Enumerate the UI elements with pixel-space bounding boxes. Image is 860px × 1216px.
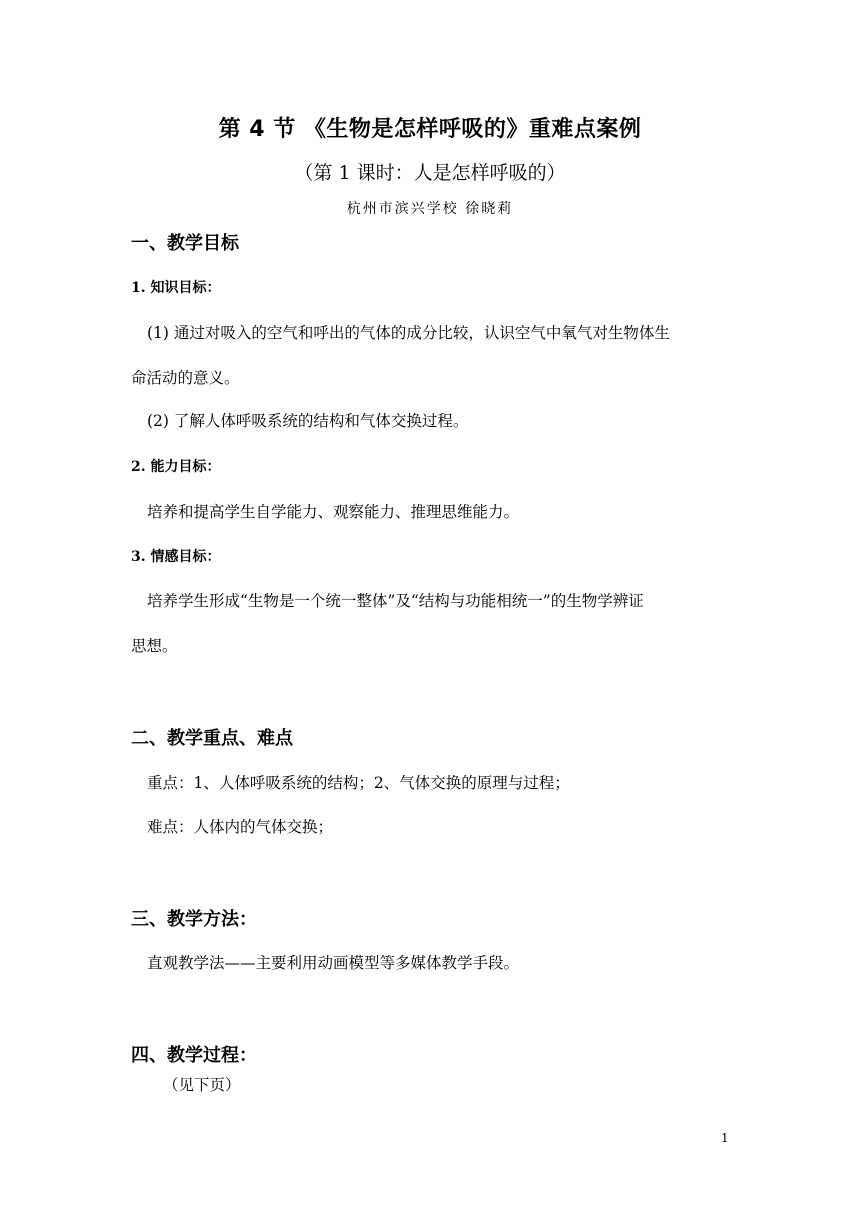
knowledge-item-1-line-2: 命活动的意义。 xyxy=(131,369,240,387)
key-points-text: 重点：1、人体呼吸系统的结构；2、气体交换的原理与过程； xyxy=(147,774,570,792)
section-heading-objectives: 一、教学目标 xyxy=(131,233,239,254)
methods-text: 直观教学法——主要利用动画模型等多媒体教学手段。 xyxy=(147,954,520,972)
knowledge-item-1-line-1: (1) 通过对吸入的空气和呼出的气体的成分比较，认识空气中氧气对生物体生 xyxy=(147,324,670,342)
difficult-points-text: 难点：人体内的气体交换； xyxy=(147,818,334,836)
emotion-objectives-heading: 3. 情感目标： xyxy=(131,549,221,565)
knowledge-objectives-heading: 1. 知识目标： xyxy=(131,280,221,296)
process-text: （见下页） xyxy=(163,1076,241,1094)
emotion-objectives-line-2: 思想。 xyxy=(131,637,178,655)
document-title: 第 4 节 《生物是怎样呼吸的》重难点案例 xyxy=(218,117,642,142)
author-line: 杭州市滨兴学校 徐晓莉 xyxy=(346,201,514,217)
section-heading-methods: 三、教学方法： xyxy=(131,909,257,930)
section-heading-process: 四、教学过程： xyxy=(131,1045,257,1066)
ability-objectives-text: 培养和提高学生自学能力、观察能力、推理思维能力。 xyxy=(147,503,520,521)
emotion-objectives-line-1: 培养学生形成“生物是一个统一整体”及“结构与功能相统一”的生物学辨证 xyxy=(147,592,644,610)
knowledge-item-2: (2) 了解人体呼吸系统的结构和气体交换过程。 xyxy=(147,412,469,430)
document-subtitle: （第 1 课时：人是怎样呼吸的） xyxy=(294,162,566,184)
page-number: 1 xyxy=(721,1131,729,1145)
ability-objectives-heading: 2. 能力目标： xyxy=(131,459,221,475)
section-heading-key-points: 二、教学重点、难点 xyxy=(131,728,293,749)
